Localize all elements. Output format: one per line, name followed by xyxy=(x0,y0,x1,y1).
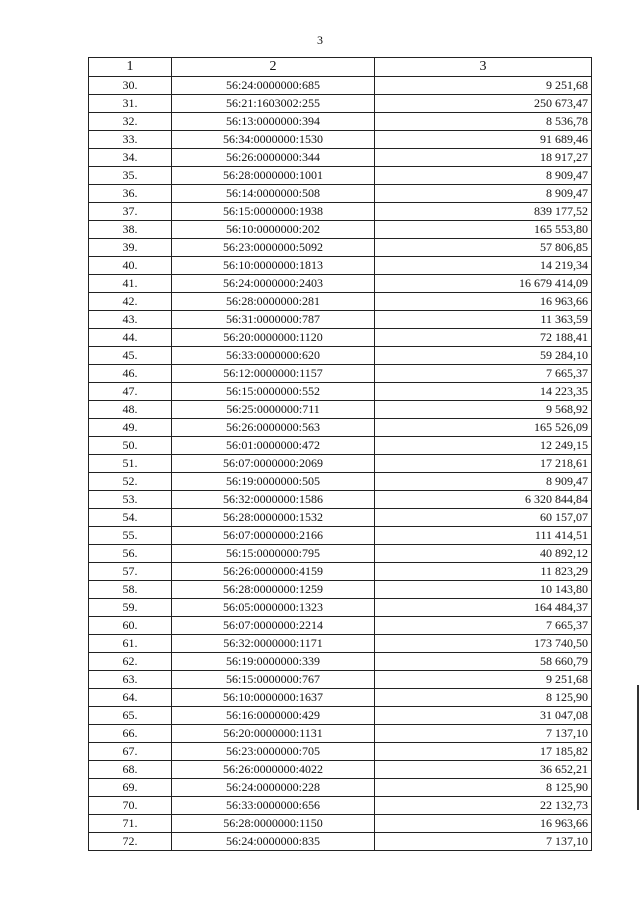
cadastral-value: 9 568,92 xyxy=(375,401,592,419)
row-number: 38. xyxy=(89,221,172,239)
table-row xyxy=(89,437,592,455)
row-number: 52. xyxy=(89,473,172,491)
cadastral-value: 14 219,34 xyxy=(375,257,592,275)
row-number: 37. xyxy=(89,203,172,221)
cadastral-number: 56:32:0000000:1586 xyxy=(172,491,375,509)
row-number: 62. xyxy=(89,653,172,671)
table-row xyxy=(89,725,592,743)
cadastral-value: 9 251,68 xyxy=(375,671,592,689)
cadastral-number: 56:12:0000000:1157 xyxy=(172,365,375,383)
cadastral-value: 11 363,59 xyxy=(375,311,592,329)
cadastral-number: 56:28:0000000:1532 xyxy=(172,509,375,527)
table-row xyxy=(89,707,592,725)
cadastral-number: 56:14:0000000:508 xyxy=(172,185,375,203)
row-number: 33. xyxy=(89,131,172,149)
cadastral-value: 72 188,41 xyxy=(375,329,592,347)
cadastral-value: 58 660,79 xyxy=(375,653,592,671)
cadastral-number: 56:15:0000000:795 xyxy=(172,545,375,563)
cadastral-number: 56:33:0000000:656 xyxy=(172,797,375,815)
row-number: 61. xyxy=(89,635,172,653)
cadastral-value: 31 047,08 xyxy=(375,707,592,725)
cadastral-number: 56:19:0000000:339 xyxy=(172,653,375,671)
row-number: 69. xyxy=(89,779,172,797)
scan-edge-mark xyxy=(637,685,639,810)
table-row xyxy=(89,311,592,329)
page-number: 3 xyxy=(317,33,323,47)
column-header-2: 2 xyxy=(172,58,375,77)
cadastral-value: 173 740,50 xyxy=(375,635,592,653)
cadastral-value: 165 553,80 xyxy=(375,221,592,239)
cadastral-value: 60 157,07 xyxy=(375,509,592,527)
cadastral-value: 8 536,78 xyxy=(375,113,592,131)
cadastral-number: 56:28:0000000:1259 xyxy=(172,581,375,599)
table-row xyxy=(89,671,592,689)
row-number: 63. xyxy=(89,671,172,689)
table-row xyxy=(89,581,592,599)
row-number: 66. xyxy=(89,725,172,743)
cadastral-number: 56:20:0000000:1120 xyxy=(172,329,375,347)
table-row xyxy=(89,509,592,527)
table-row xyxy=(89,617,592,635)
cadastral-value: 36 652,21 xyxy=(375,761,592,779)
cadastral-value: 839 177,52 xyxy=(375,203,592,221)
row-number: 46. xyxy=(89,365,172,383)
row-number: 59. xyxy=(89,599,172,617)
row-number: 32. xyxy=(89,113,172,131)
table-row xyxy=(89,527,592,545)
row-number: 45. xyxy=(89,347,172,365)
row-number: 51. xyxy=(89,455,172,473)
table-row xyxy=(89,545,592,563)
table-row xyxy=(89,761,592,779)
cadastral-value: 8 909,47 xyxy=(375,473,592,491)
cadastral-number: 56:15:0000000:552 xyxy=(172,383,375,401)
table-row xyxy=(89,563,592,581)
cadastral-number: 56:26:0000000:563 xyxy=(172,419,375,437)
cadastral-value: 16 963,66 xyxy=(375,293,592,311)
column-header-1: 1 xyxy=(89,58,172,77)
table-row xyxy=(89,383,592,401)
cadastral-number: 56:07:0000000:2069 xyxy=(172,455,375,473)
table-row xyxy=(89,365,592,383)
table-row xyxy=(89,689,592,707)
row-number: 34. xyxy=(89,149,172,167)
cadastral-value: 164 484,37 xyxy=(375,599,592,617)
row-number: 57. xyxy=(89,563,172,581)
cadastral-number: 56:16:0000000:429 xyxy=(172,707,375,725)
table-row xyxy=(89,203,592,221)
row-number: 41. xyxy=(89,275,172,293)
row-number: 70. xyxy=(89,797,172,815)
cadastral-number: 56:23:0000000:705 xyxy=(172,743,375,761)
row-number: 55. xyxy=(89,527,172,545)
table-row xyxy=(89,473,592,491)
cadastral-table xyxy=(88,57,592,851)
row-number: 48. xyxy=(89,401,172,419)
row-number: 60. xyxy=(89,617,172,635)
cadastral-number: 56:31:0000000:787 xyxy=(172,311,375,329)
cadastral-number: 56:21:1603002:255 xyxy=(172,95,375,113)
cadastral-number: 56:15:0000000:1938 xyxy=(172,203,375,221)
row-number: 40. xyxy=(89,257,172,275)
row-number: 39. xyxy=(89,239,172,257)
cadastral-value: 17 185,82 xyxy=(375,743,592,761)
row-number: 49. xyxy=(89,419,172,437)
column-header-3: 3 xyxy=(375,58,592,77)
cadastral-value: 16 963,66 xyxy=(375,815,592,833)
table-row xyxy=(89,185,592,203)
cadastral-value: 8 909,47 xyxy=(375,167,592,185)
table-row xyxy=(89,221,592,239)
table-row xyxy=(89,95,592,113)
cadastral-value: 6 320 844,84 xyxy=(375,491,592,509)
cadastral-number: 56:15:0000000:767 xyxy=(172,671,375,689)
row-number: 47. xyxy=(89,383,172,401)
cadastral-value: 250 673,47 xyxy=(375,95,592,113)
row-number: 44. xyxy=(89,329,172,347)
table-row xyxy=(89,419,592,437)
cadastral-value: 14 223,35 xyxy=(375,383,592,401)
table-row xyxy=(89,491,592,509)
cadastral-number: 56:24:0000000:835 xyxy=(172,833,375,851)
row-number: 58. xyxy=(89,581,172,599)
cadastral-value: 9 251,68 xyxy=(375,77,592,95)
cadastral-number: 56:05:0000000:1323 xyxy=(172,599,375,617)
table-header xyxy=(89,58,592,77)
table-row xyxy=(89,275,592,293)
cadastral-number: 56:24:0000000:685 xyxy=(172,77,375,95)
cadastral-number: 56:26:0000000:4022 xyxy=(172,761,375,779)
cadastral-number: 56:10:0000000:1813 xyxy=(172,257,375,275)
table-row xyxy=(89,113,592,131)
table-row xyxy=(89,635,592,653)
table-row xyxy=(89,779,592,797)
table-row xyxy=(89,815,592,833)
row-number: 65. xyxy=(89,707,172,725)
cadastral-number: 56:23:0000000:5092 xyxy=(172,239,375,257)
table-row xyxy=(89,599,592,617)
row-number: 50. xyxy=(89,437,172,455)
cadastral-value: 16 679 414,09 xyxy=(375,275,592,293)
table-row xyxy=(89,239,592,257)
cadastral-number: 56:25:0000000:711 xyxy=(172,401,375,419)
cadastral-value: 18 917,27 xyxy=(375,149,592,167)
cadastral-number: 56:20:0000000:1131 xyxy=(172,725,375,743)
row-number: 72. xyxy=(89,833,172,851)
cadastral-number: 56:26:0000000:344 xyxy=(172,149,375,167)
row-number: 35. xyxy=(89,167,172,185)
cadastral-number: 56:24:0000000:2403 xyxy=(172,275,375,293)
cadastral-number: 56:33:0000000:620 xyxy=(172,347,375,365)
table-row xyxy=(89,257,592,275)
cadastral-value: 7 137,10 xyxy=(375,833,592,851)
cadastral-value: 57 806,85 xyxy=(375,239,592,257)
row-number: 71. xyxy=(89,815,172,833)
cadastral-number: 56:10:0000000:202 xyxy=(172,221,375,239)
table-row xyxy=(89,401,592,419)
table-row xyxy=(89,77,592,95)
table-row xyxy=(89,455,592,473)
cadastral-value: 7 665,37 xyxy=(375,365,592,383)
row-number: 54. xyxy=(89,509,172,527)
cadastral-value: 22 132,73 xyxy=(375,797,592,815)
row-number: 67. xyxy=(89,743,172,761)
cadastral-number: 56:13:0000000:394 xyxy=(172,113,375,131)
table-row xyxy=(89,347,592,365)
row-number: 30. xyxy=(89,77,172,95)
cadastral-number: 56:26:0000000:4159 xyxy=(172,563,375,581)
cadastral-number: 56:28:0000000:1001 xyxy=(172,167,375,185)
cadastral-number: 56:32:0000000:1171 xyxy=(172,635,375,653)
table-row xyxy=(89,149,592,167)
cadastral-value: 7 137,10 xyxy=(375,725,592,743)
cadastral-value: 111 414,51 xyxy=(375,527,592,545)
cadastral-number: 56:28:0000000:281 xyxy=(172,293,375,311)
header-row xyxy=(89,58,592,77)
cadastral-value: 8 909,47 xyxy=(375,185,592,203)
cadastral-value: 59 284,10 xyxy=(375,347,592,365)
row-number: 56. xyxy=(89,545,172,563)
cadastral-value: 10 143,80 xyxy=(375,581,592,599)
table-row xyxy=(89,797,592,815)
cadastral-number: 56:24:0000000:228 xyxy=(172,779,375,797)
cadastral-value: 11 823,29 xyxy=(375,563,592,581)
cadastral-number: 56:28:0000000:1150 xyxy=(172,815,375,833)
cadastral-number: 56:19:0000000:505 xyxy=(172,473,375,491)
cadastral-number: 56:01:0000000:472 xyxy=(172,437,375,455)
row-number: 42. xyxy=(89,293,172,311)
table-row xyxy=(89,167,592,185)
table-row xyxy=(89,833,592,851)
row-number: 36. xyxy=(89,185,172,203)
row-number: 64. xyxy=(89,689,172,707)
cadastral-number: 56:07:0000000:2214 xyxy=(172,617,375,635)
table-body xyxy=(89,77,592,851)
row-number: 31. xyxy=(89,95,172,113)
cadastral-value: 40 892,12 xyxy=(375,545,592,563)
cadastral-value: 165 526,09 xyxy=(375,419,592,437)
table-row xyxy=(89,293,592,311)
row-number: 68. xyxy=(89,761,172,779)
cadastral-value: 17 218,61 xyxy=(375,455,592,473)
cadastral-number: 56:10:0000000:1637 xyxy=(172,689,375,707)
table-row xyxy=(89,653,592,671)
row-number: 43. xyxy=(89,311,172,329)
table-row xyxy=(89,743,592,761)
cadastral-value: 12 249,15 xyxy=(375,437,592,455)
table-row xyxy=(89,131,592,149)
cadastral-number: 56:07:0000000:2166 xyxy=(172,527,375,545)
cadastral-value: 91 689,46 xyxy=(375,131,592,149)
cadastral-number: 56:34:0000000:1530 xyxy=(172,131,375,149)
cadastral-value: 8 125,90 xyxy=(375,779,592,797)
cadastral-value: 7 665,37 xyxy=(375,617,592,635)
table-row xyxy=(89,329,592,347)
row-number: 53. xyxy=(89,491,172,509)
cadastral-value: 8 125,90 xyxy=(375,689,592,707)
